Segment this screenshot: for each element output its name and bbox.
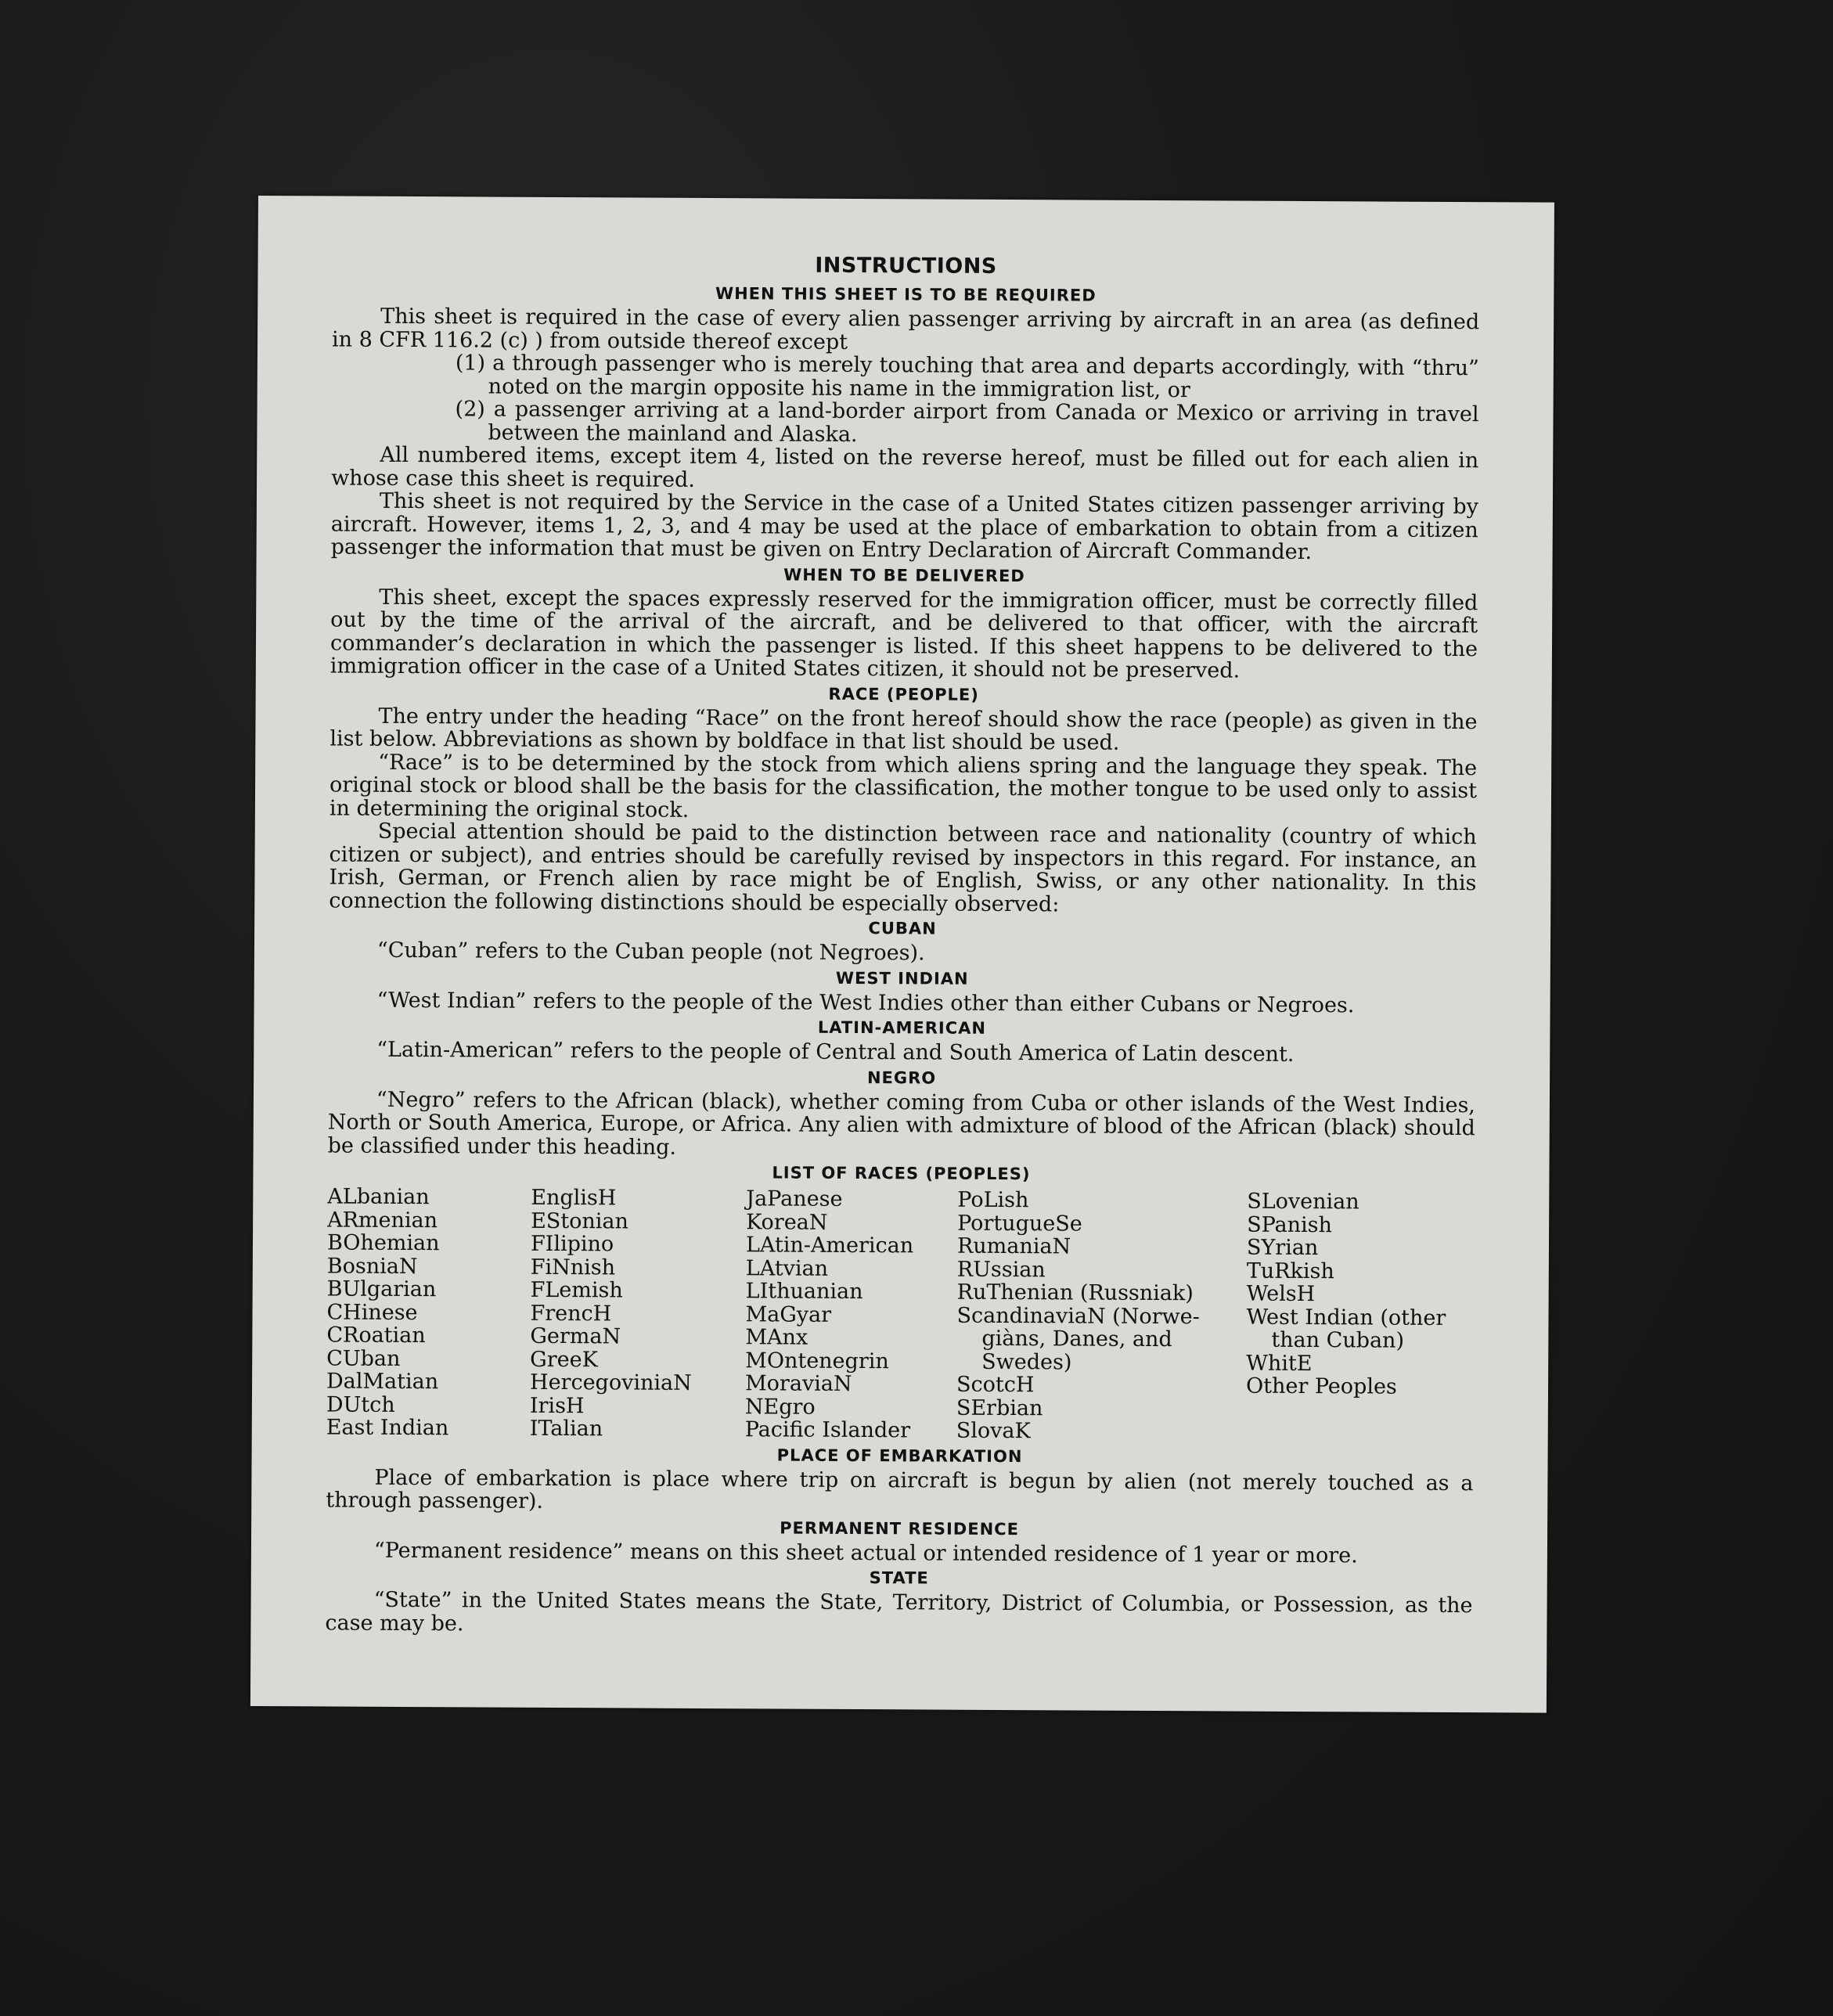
paragraph: This sheet is required in the case of every alien passenger arriving by aircraft in an area (as defined in 8 CFR 116.2 (c) ) from outside thereof except bbox=[331, 304, 1480, 355]
race-entry: FLemish bbox=[530, 1277, 623, 1303]
race-entry: IrisH bbox=[529, 1393, 585, 1418]
race-entry: ALbanian bbox=[327, 1184, 430, 1210]
heading-negro: NEGRO bbox=[866, 1067, 937, 1088]
heading-when-delivered: WHEN TO BE DELIVERED bbox=[783, 565, 1025, 585]
paragraph: “Cuban” refers to the Cuban people (not Negroes). bbox=[376, 938, 925, 966]
heading-embarkation: PLACE OF EMBARKATION bbox=[776, 1445, 1023, 1466]
heading-list-of-races: LIST OF RACES (PEOPLES) bbox=[772, 1163, 1031, 1184]
paragraph: The entry under the heading “Race” on the front hereof should show the race (people) as given in the list below. Abbreviations as shown by boldface in that list should be used. bbox=[330, 704, 1478, 755]
race-entry: WhitE bbox=[1246, 1351, 1313, 1376]
races-column-2 bbox=[530, 1186, 747, 1442]
paragraph: “Negro” refers to the African (black), whether coming from Cuba or other islands of the West Indies, North or South America, Europe, or Africa. Any alien with admixture of blood of the African (black) should be classified under this heading. bbox=[327, 1087, 1476, 1160]
heading-latin-american: LATIN-AMERICAN bbox=[817, 1017, 987, 1038]
race-entry: ScandinaviaN (Norwe- bbox=[956, 1303, 1200, 1329]
race-entry: SLovenian bbox=[1247, 1189, 1359, 1215]
paragraph: “West Indian” refers to the people of the West Indies other than either Cubans or Negroes. bbox=[376, 988, 1355, 1017]
paragraph: All numbered items, except item 4, listed on the reverse hereof, must be filled out for each alien in whose case this sheet is required. bbox=[331, 442, 1479, 492]
exception-item-1: (1) a through passenger who is merely touching that area and departs accordingly, with “thru” noted on the margin opposite his name in the immigration list, or bbox=[455, 351, 1479, 402]
race-entry: GreeK bbox=[530, 1347, 598, 1372]
race-entry: RUssian bbox=[956, 1257, 1046, 1282]
race-entry: RuThenian (Russniak) bbox=[956, 1280, 1194, 1306]
races-column-3 bbox=[745, 1187, 958, 1442]
document-title: INSTRUCTIONS bbox=[815, 253, 997, 279]
race-entry: GermaN bbox=[530, 1323, 621, 1349]
heading-cuban: CUBAN bbox=[868, 919, 937, 938]
race-entry-continued: giàns, Danes, and bbox=[981, 1326, 1172, 1352]
race-entry: East Indian bbox=[326, 1415, 449, 1441]
paragraph: “Latin-American” refers to the people of Central and South America of Latin descent. bbox=[376, 1037, 1295, 1067]
race-entry: FIlipino bbox=[530, 1231, 614, 1257]
race-entry: SPanish bbox=[1247, 1212, 1333, 1237]
race-entry: CUban bbox=[326, 1345, 401, 1371]
race-entry: Pacific Islander bbox=[744, 1417, 911, 1443]
heading-west-indian: WEST INDIAN bbox=[835, 968, 969, 988]
race-entry: West Indian (other bbox=[1246, 1305, 1446, 1330]
heading-when-required: WHEN THIS SHEET IS TO BE REQUIRED bbox=[715, 284, 1097, 305]
race-entry: ScotcH bbox=[956, 1372, 1035, 1398]
race-entry: SlovaK bbox=[956, 1418, 1031, 1444]
races-column-4 bbox=[956, 1189, 1248, 1444]
paragraph: Place of embarkation is place where trip on aircraft is begun by alien (not merely touched as a through passenger). bbox=[326, 1465, 1474, 1514]
race-entry: ARmenian bbox=[327, 1207, 438, 1233]
race-entry: LAtvian bbox=[745, 1255, 829, 1281]
paragraph: This sheet, except the spaces expressly reserved for the immigration officer, must be correctly filled out by the time of the arrival of the aircraft, and be delivered to that officer, with the aircraft commander’s declaration in which the passenger is listed. If this sheet happens to be delivered to the immigration officer in the case of a United States citizen, it should not be preserved. bbox=[330, 585, 1478, 683]
race-entry: DUtch bbox=[326, 1391, 395, 1417]
race-entry: BOhemian bbox=[326, 1230, 440, 1256]
instruction-sheet bbox=[250, 196, 1554, 1713]
paragraph: “State” in the United States means the State, Territory, District of Columbia, or Possession, as the case may be. bbox=[325, 1587, 1473, 1636]
paragraph: “Race” is to be determined by the stock from which aliens spring and the language they speak. The original stock or blood shall be the basis for the classification, the mother tongue to be used only to assist in determining the original stock. bbox=[329, 750, 1478, 823]
race-entry: BosniaN bbox=[326, 1253, 418, 1279]
race-entry: MoraviaN bbox=[744, 1371, 852, 1396]
race-entry: LAtin-American bbox=[745, 1233, 914, 1258]
paragraph: This sheet is not required by the Service in the case of a United States citizen passenger arriving by aircraft. However, items 1, 2, 3, and 4 may be used at the place of embarkation to obtain from a citizen passenger the information that must be given on Entry Declaration of Aircraft Commander. bbox=[330, 488, 1479, 565]
race-entry: MOntenegrin bbox=[745, 1348, 889, 1373]
race-entry: HercegoviniaN bbox=[529, 1370, 692, 1395]
race-entry: Other Peoples bbox=[1245, 1373, 1397, 1399]
race-entry: KoreaN bbox=[746, 1209, 828, 1235]
race-entry: ITalian bbox=[529, 1416, 603, 1442]
race-entry: SErbian bbox=[956, 1395, 1043, 1420]
race-entry: CHinese bbox=[326, 1299, 418, 1325]
race-entry: LIthuanian bbox=[745, 1279, 863, 1305]
race-entry: BUlgarian bbox=[326, 1276, 437, 1302]
race-entry: JaPanese bbox=[746, 1186, 843, 1211]
race-entry-continued: than Cuban) bbox=[1271, 1327, 1405, 1353]
race-entry: FrencH bbox=[530, 1301, 612, 1326]
races-column-5 bbox=[1246, 1190, 1475, 1445]
exception-item-2: (2) a passenger arriving at a land-border airport from Canada or Mexico or arriving in travel between the mainland and Alaska. bbox=[455, 397, 1479, 447]
race-entry: EStonian bbox=[531, 1208, 629, 1233]
heading-state: STATE bbox=[869, 1568, 929, 1588]
heading-race: RACE (PEOPLE) bbox=[828, 684, 979, 704]
race-entry: NEgro bbox=[744, 1394, 816, 1420]
race-entry: FiNnish bbox=[530, 1255, 616, 1280]
race-entry: RumaniaN bbox=[956, 1233, 1071, 1259]
race-entry: MAnx bbox=[745, 1325, 808, 1350]
race-entry: PortugueSe bbox=[957, 1211, 1082, 1237]
race-entry: EnglisH bbox=[531, 1185, 617, 1211]
race-entry: SYrian bbox=[1246, 1235, 1319, 1261]
races-list bbox=[326, 1185, 1475, 1445]
race-entry: WelsH bbox=[1246, 1281, 1316, 1307]
race-entry-continued: Swedes) bbox=[981, 1349, 1072, 1374]
races-column-1 bbox=[326, 1185, 531, 1440]
race-entry: CRoatian bbox=[326, 1323, 426, 1348]
paragraph: Special attention should be paid to the distinction between race and nationality (country of which citizen or subject), and entries should be carefully revised by inspectors in this regard. For instance, an Irish, German, or French alien by race might be of English, Swiss, or any other nationality. In this connection the following distinctions should be especially observed: bbox=[329, 819, 1477, 916]
race-entry: DalMatian bbox=[326, 1369, 439, 1395]
heading-permanent-residence: PERMANENT RESIDENCE bbox=[780, 1518, 1020, 1539]
race-entry: MaGyar bbox=[745, 1301, 832, 1327]
paragraph: “Permanent residence” means on this sheet actual or intended residence of 1 year or more. bbox=[373, 1538, 1358, 1568]
race-entry: TuRkish bbox=[1246, 1258, 1334, 1283]
race-entry: PoLish bbox=[957, 1187, 1029, 1213]
